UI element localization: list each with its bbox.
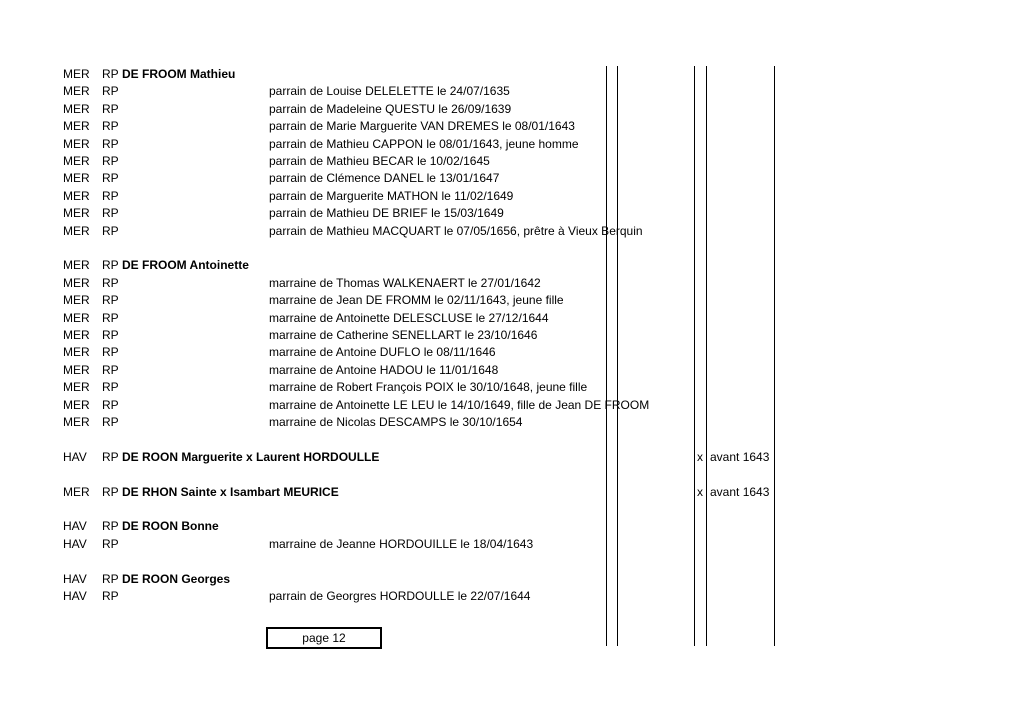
record-code: RP xyxy=(102,484,119,499)
page-number-box xyxy=(266,627,382,649)
person-name: DE FROOM Antoinette xyxy=(122,258,249,273)
record-code: RP xyxy=(102,154,119,168)
register-row xyxy=(0,66,1024,83)
record-code: RP xyxy=(102,223,119,238)
record-code: RP xyxy=(102,536,119,551)
record-code: RP xyxy=(102,258,119,273)
register-row xyxy=(0,362,1024,379)
place-code: MER xyxy=(63,397,90,412)
place-code: MER xyxy=(63,154,90,168)
register-row xyxy=(0,205,1024,222)
place-code: MER xyxy=(63,362,90,377)
register-row xyxy=(0,240,1024,257)
record-code: RP xyxy=(102,293,119,308)
entry-description: parrain de Mathieu DE BRIEF le 15/03/1649 xyxy=(269,206,504,221)
marriage-date: avant 1643 xyxy=(710,449,770,464)
register-row xyxy=(0,501,1024,518)
place-code: MER xyxy=(63,328,90,342)
record-code: RP xyxy=(102,519,119,534)
register-row xyxy=(0,83,1024,100)
place-code: HAV xyxy=(63,536,87,551)
register-row xyxy=(0,414,1024,431)
entry-description: parrain de Louise DELELETTE le 24/07/1635 xyxy=(269,84,510,99)
register-row xyxy=(0,170,1024,187)
register-row xyxy=(0,118,1024,135)
place-code: MER xyxy=(63,171,90,186)
place-code: MER xyxy=(63,275,90,290)
record-code: RP xyxy=(102,206,119,221)
person-name: DE ROON Marguerite x Laurent HORDOULLE xyxy=(122,449,380,464)
register-row xyxy=(0,292,1024,309)
place-code: MER xyxy=(63,136,90,151)
register-row xyxy=(0,101,1024,118)
place-code: MER xyxy=(63,119,90,134)
record-code: RP xyxy=(102,449,119,464)
entry-description: marraine de Thomas WALKENAERT le 27/01/1642 xyxy=(269,275,541,290)
entry-description: parrain de Clémence DANEL le 13/01/1647 xyxy=(269,171,500,186)
place-code: MER xyxy=(63,84,90,99)
register-row xyxy=(0,344,1024,361)
register-row xyxy=(0,223,1024,240)
register-row xyxy=(0,431,1024,448)
register-row xyxy=(0,588,1024,605)
record-code: RP xyxy=(102,345,119,360)
entry-description: parrain de Mathieu CAPPON le 08/01/1643, jeune homme xyxy=(269,136,579,151)
register-row xyxy=(0,136,1024,153)
record-code: RP xyxy=(102,589,119,603)
place-code: MER xyxy=(63,67,90,81)
register-row xyxy=(0,275,1024,292)
record-code: RP xyxy=(102,84,119,99)
record-code: RP xyxy=(102,275,119,290)
record-code: RP xyxy=(102,571,119,586)
record-code: RP xyxy=(102,328,119,342)
marriage-date: avant 1643 xyxy=(710,484,770,499)
entry-description: marraine de Antoine DUFLO le 08/11/1646 xyxy=(269,345,496,360)
place-code: MER xyxy=(63,484,90,499)
place-code: MER xyxy=(63,380,90,395)
record-code: RP xyxy=(102,415,119,429)
entry-description: marraine de Catherine SENELLART le 23/10/1646 xyxy=(269,328,538,342)
entry-description: parrain de Madeleine QUESTU le 26/09/1639 xyxy=(269,101,512,116)
record-code: RP xyxy=(102,171,119,186)
register-row xyxy=(0,153,1024,170)
place-code: MER xyxy=(63,345,90,360)
register-row xyxy=(0,257,1024,274)
register-row xyxy=(0,518,1024,535)
person-name: DE RHON Sainte x Isambart MEURICE xyxy=(122,484,339,499)
entry-description: parrain de Mathieu BECAR le 10/02/1645 xyxy=(269,154,490,168)
place-code: MER xyxy=(63,310,90,325)
place-code: MER xyxy=(63,293,90,308)
register-row xyxy=(0,449,1024,466)
marriage-mark: x xyxy=(697,484,703,499)
entry-description: parrain de Georgres HORDOULLE le 22/07/1644 xyxy=(269,589,531,603)
record-code: RP xyxy=(102,380,119,395)
record-code: RP xyxy=(102,362,119,377)
entry-description: parrain de Marie Marguerite VAN DREMES le 08/01/1643 xyxy=(269,119,575,134)
entry-description: marraine de Antoine HADOU le 11/01/1648 xyxy=(269,362,499,377)
record-code: RP xyxy=(102,310,119,325)
record-code: RP xyxy=(102,397,119,412)
entry-description: marraine de Antoinette DELESCLUSE le 27/12/1644 xyxy=(269,310,549,325)
register-row xyxy=(0,536,1024,553)
register-row xyxy=(0,397,1024,414)
place-code: MER xyxy=(63,101,90,116)
record-code: RP xyxy=(102,101,119,116)
place-code: MER xyxy=(63,258,90,273)
entry-description: parrain de Mathieu MACQUART le 07/05/1656, prêtre à Vieux Berquin xyxy=(269,223,643,238)
register-row xyxy=(0,553,1024,570)
person-name: DE FROOM Mathieu xyxy=(122,67,236,81)
person-name: DE ROON Georges xyxy=(122,571,231,586)
place-code: MER xyxy=(63,188,90,203)
place-code: HAV xyxy=(63,571,87,586)
register-row xyxy=(0,379,1024,396)
place-code: HAV xyxy=(63,519,87,534)
register-row xyxy=(0,571,1024,588)
place-code: MER xyxy=(63,223,90,238)
place-code: MER xyxy=(63,206,90,221)
person-name: DE ROON Bonne xyxy=(122,519,219,534)
register-row xyxy=(0,327,1024,344)
register-row xyxy=(0,310,1024,327)
record-code: RP xyxy=(102,67,119,81)
entry-description: marraine de Jean DE FROMM le 02/11/1643, jeune fille xyxy=(269,293,564,308)
record-code: RP xyxy=(102,188,119,203)
register-row xyxy=(0,466,1024,483)
entry-description: marraine de Robert François POIX le 30/10/1648, jeune fille xyxy=(269,380,588,395)
entry-description: parrain de Marguerite MATHON le 11/02/1649 xyxy=(269,188,514,203)
place-code: HAV xyxy=(63,589,87,603)
record-code: RP xyxy=(102,119,119,134)
place-code: HAV xyxy=(63,449,87,464)
marriage-mark: x xyxy=(697,449,703,464)
entry-description: marraine de Nicolas DESCAMPS le 30/10/1654 xyxy=(269,415,523,429)
register-row xyxy=(0,484,1024,501)
register-row xyxy=(0,188,1024,205)
record-code: RP xyxy=(102,136,119,151)
entry-description: marraine de Jeanne HORDOUILLE le 18/04/1643 xyxy=(269,536,534,551)
page-number: page 12 xyxy=(302,631,346,645)
place-code: MER xyxy=(63,415,90,429)
entry-description: marraine de Antoinette LE LEU le 14/10/1649, fille de Jean DE FROOM xyxy=(269,397,650,412)
